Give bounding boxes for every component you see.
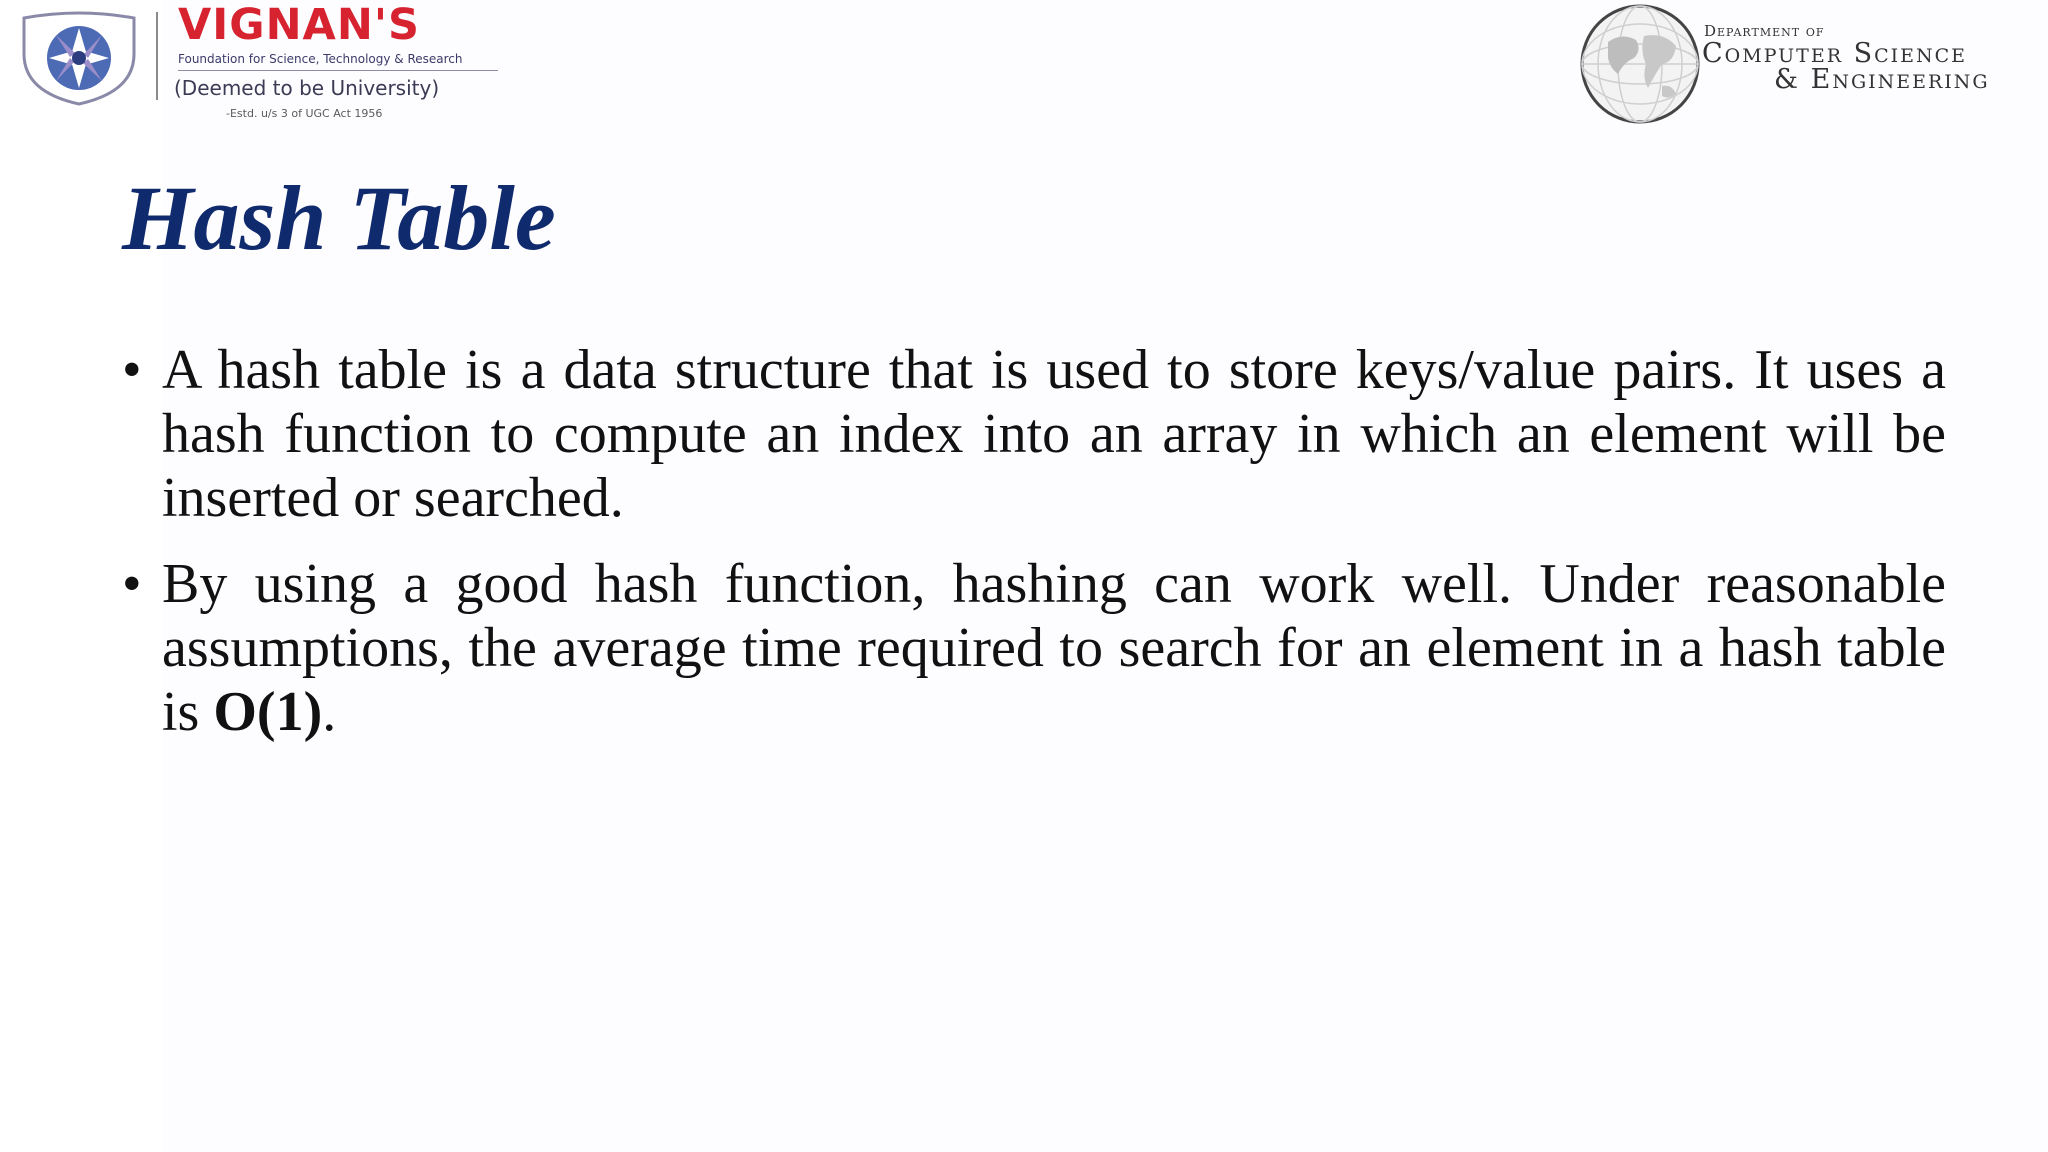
bullet-marker: •	[122, 339, 142, 401]
bullet-item	[122, 338, 1946, 530]
vignan-emblem-icon	[18, 10, 140, 106]
department-logo	[1578, 2, 2048, 128]
bullet-list	[122, 338, 1946, 766]
department-name-line1: Computer Science	[1702, 38, 1968, 69]
bullet-text-end: .	[322, 681, 337, 743]
university-name: VIGNAN'S	[178, 0, 420, 50]
bullet-text-content: A hash table is a data structure that is used to store keys/value pairs. It uses a hash function to compute an index into an array in which an element will be inserted or searched.	[162, 339, 1946, 529]
bullet-text	[162, 338, 1946, 530]
bullet-marker: •	[122, 553, 142, 615]
bullet-text	[162, 552, 1946, 744]
bullet-text-content: By using a good hash function, hashing can work well. Under reasonable assumptions, the average time required to search for an element in a hash table is	[162, 553, 1946, 743]
university-status: (Deemed to be University)	[174, 76, 440, 100]
university-logo	[16, 0, 496, 126]
complexity-emphasis: O(1)	[213, 681, 323, 743]
university-estd: -Estd. u/s 3 of UGC Act 1956	[226, 107, 383, 120]
globe-icon	[1578, 2, 1702, 126]
tagline-rule	[178, 70, 498, 71]
slide-title: Hash Table	[122, 167, 556, 269]
university-tagline: Foundation for Science, Technology & Research	[178, 52, 463, 66]
department-name-line2: & Engineering	[1774, 64, 1990, 95]
department-prefix: Department of	[1704, 22, 1825, 40]
bullet-item	[122, 552, 1946, 744]
logo-divider	[156, 12, 158, 100]
